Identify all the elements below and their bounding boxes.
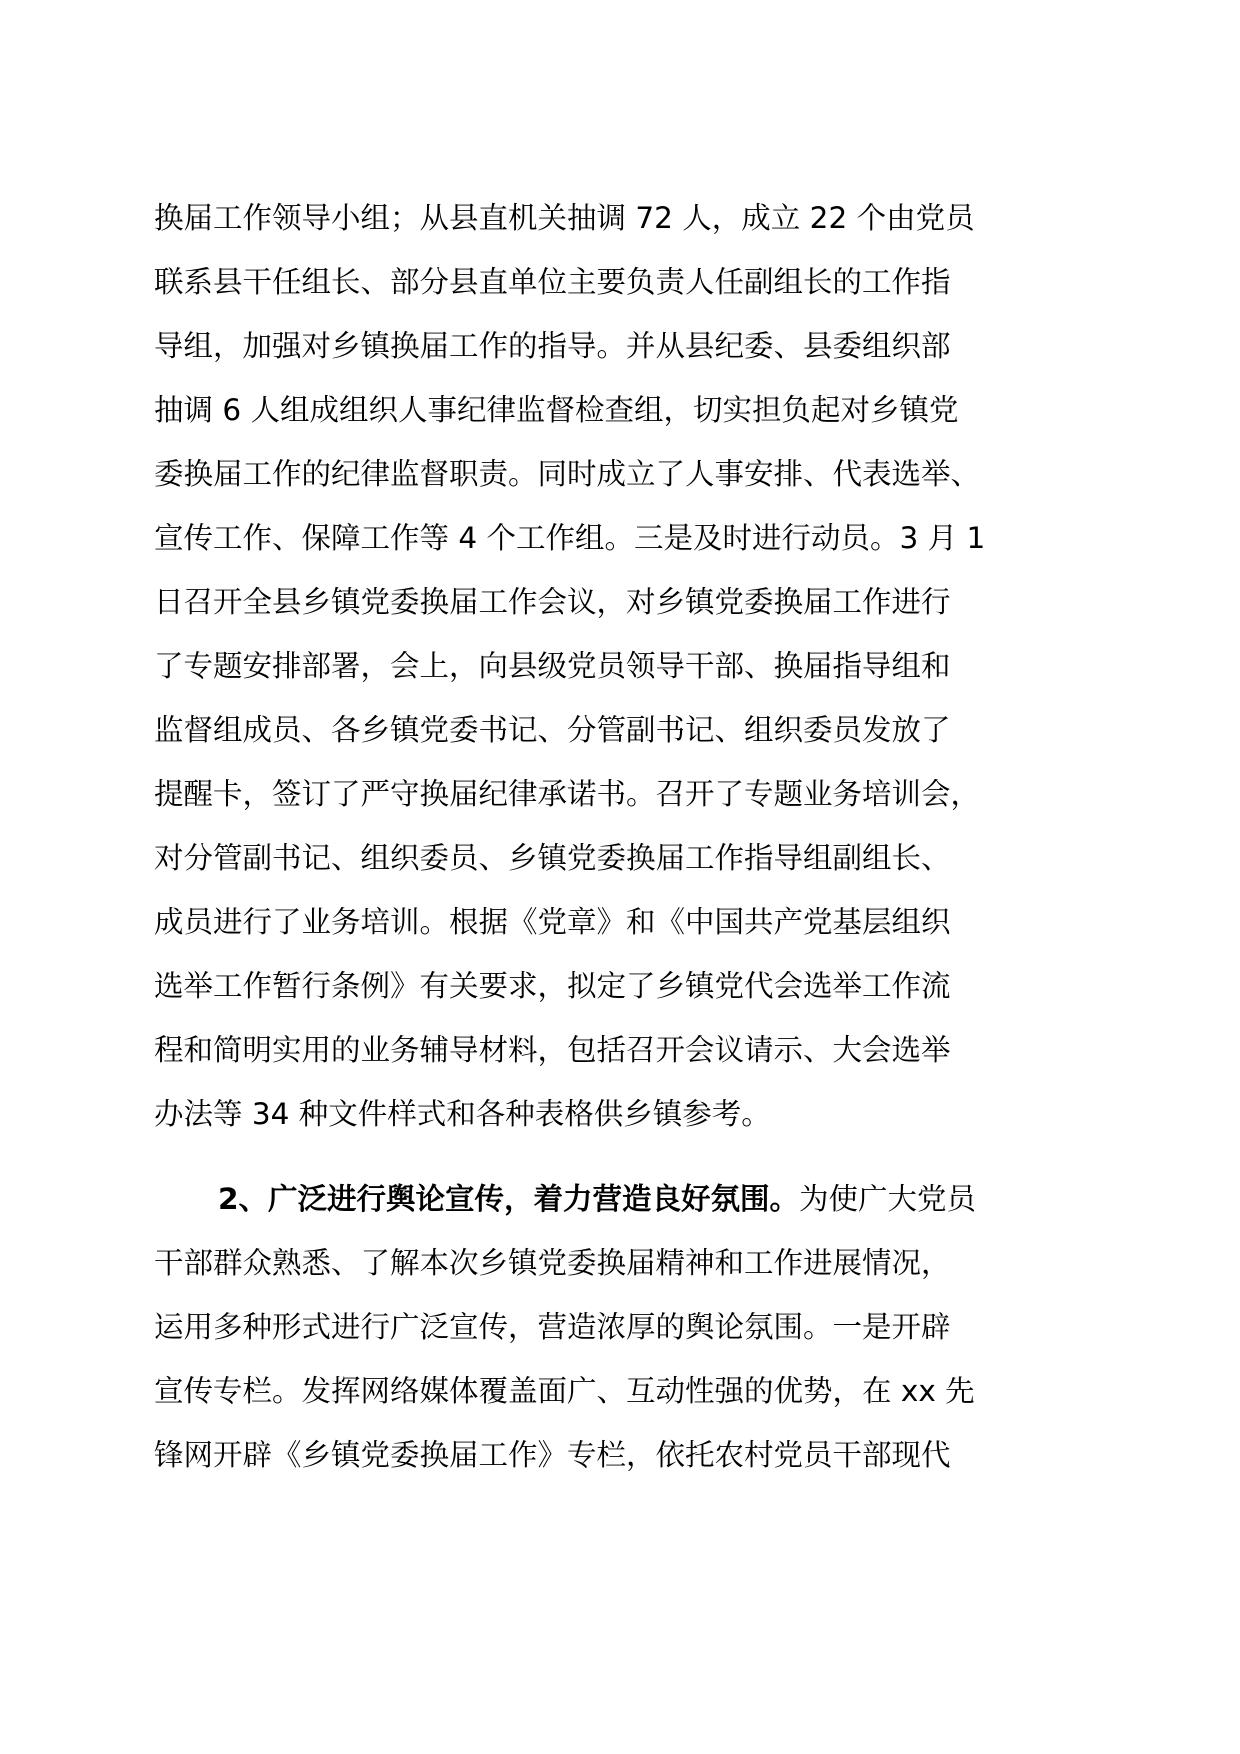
paragraph-2-first-line-text: 为使广大党员 — [799, 1182, 977, 1216]
paragraph-1-line-10: 提醒卡，签订了严守换届纪律承诺书。召开了专题业务培训会， — [154, 777, 981, 811]
paragraph-2-line-5: 锋网开辟《乡镇党委换届工作》专栏，依托农村党员干部现代 — [154, 1438, 951, 1472]
paragraph-1-line-1: 换届工作领导小组；从县直机关抽调 72 人，成立 22 个由党员 — [154, 201, 975, 235]
paragraph-1-line-14: 程和简明实用的业务辅导材料，包括召开会议请示、大会选举 — [154, 1033, 951, 1067]
paragraph-1-line-3: 导组，加强对乡镇换届工作的指导。并从县纪委、县委组织部 — [154, 329, 951, 363]
paragraph-2-line-2: 干部群众熟悉、了解本次乡镇党委换届精神和工作进展情况， — [154, 1246, 951, 1280]
paragraph-1-line-9: 监督组成员、各乡镇党委书记、分管副书记、组织委员发放了 — [154, 713, 951, 747]
paragraph-1-line-5: 委换届工作的纪律监督职责。同时成立了人事安排、代表选举、 — [154, 457, 981, 491]
paragraph-2-first-line — [218, 1167, 1178, 1231]
paragraph-1-line-7: 日召开全县乡镇党委换届工作会议，对乡镇党委换届工作进行 — [154, 585, 951, 619]
paragraph-1-line-6: 宣传工作、保障工作等 4 个工作组。三是及时进行动员。3 月 1 — [154, 521, 986, 555]
section-heading: 2、广泛进行舆论宣传，着力营造良好氛围。 — [218, 1182, 800, 1216]
paragraph-2-line-4: 宣传专栏。发挥网络媒体覆盖面广、互动性强的优势，在 xx 先 — [154, 1374, 975, 1408]
paragraph-2-line-3: 运用多种形式进行广泛宣传，营造浓厚的舆论氛围。一是开辟 — [154, 1310, 951, 1344]
paragraph-1-line-12: 成员进行了业务培训。根据《党章》和《中国共产党基层组织 — [154, 905, 951, 939]
paragraph-1-line-13: 选举工作暂行条例》有关要求，拟定了乡镇党代会选举工作流 — [154, 969, 951, 1003]
paragraph-1-line-11: 对分管副书记、组织委员、乡镇党委换届工作指导组副组长、 — [154, 841, 951, 875]
paragraph-1-line-15: 办法等 34 种文件样式和各种表格供乡镇参考。 — [154, 1097, 771, 1131]
paragraph-1-line-4: 抽调 6 人组成组织人事纪律监督检查组，切实担负起对乡镇党 — [154, 393, 959, 427]
paragraph-1-line-8: 了专题安排部署，会上，向县级党员领导干部、换届指导组和 — [154, 649, 951, 683]
paragraph-1-line-2: 联系县干任组长、部分县直单位主要负责人任副组长的工作指 — [154, 265, 951, 299]
